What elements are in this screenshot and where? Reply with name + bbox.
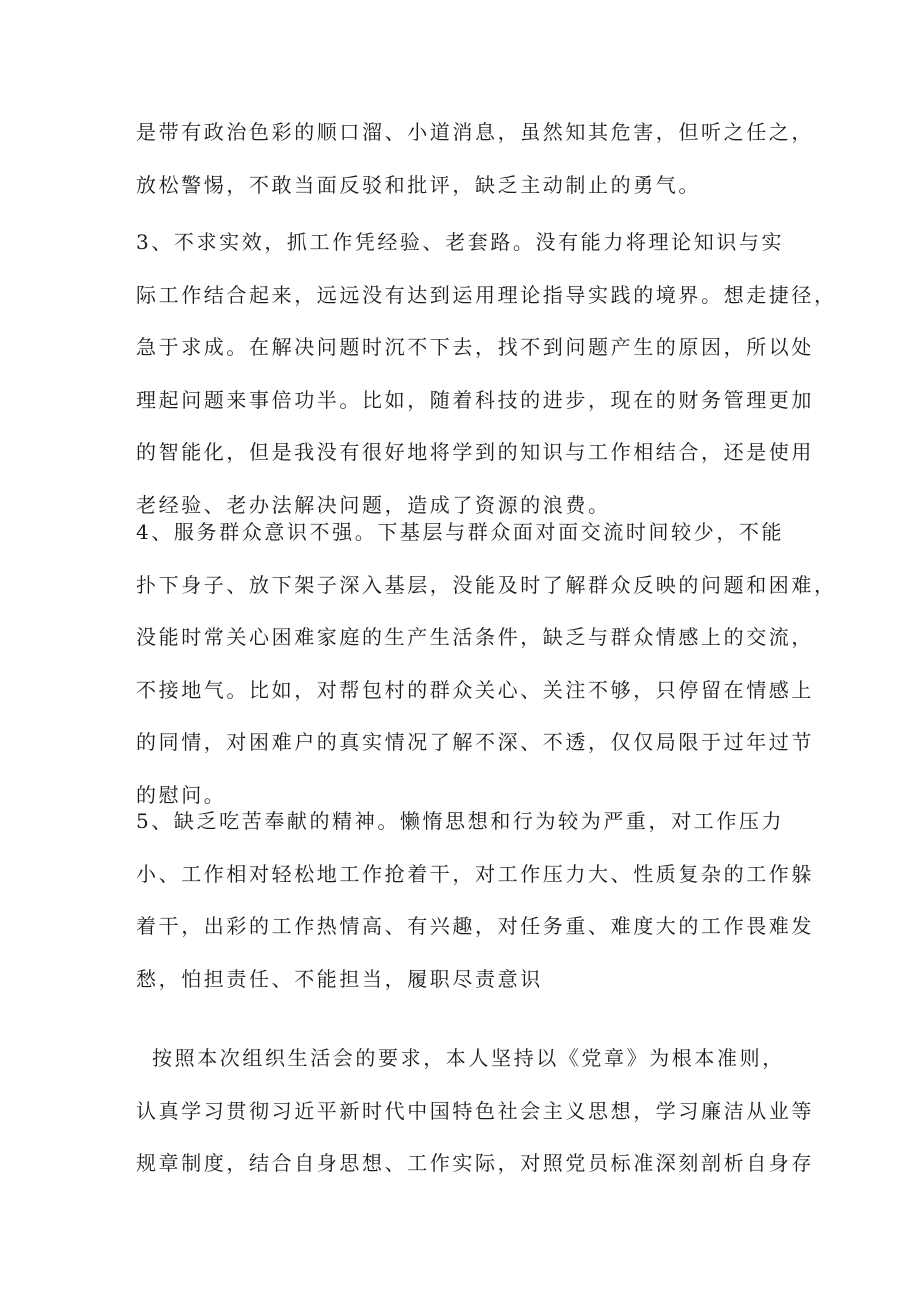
text-line: 是带有政治色彩的顺口溜、小道消息，虽然知其危害，但听之任之，	[136, 120, 814, 144]
text-line: 规章制度，结合自身思想、工作实际，对照党员标准深刻剖析自身存	[136, 1151, 814, 1176]
text-line: 扑下身子、放下架子深入基层，没能及时了解群众反映的问题和困难，	[136, 572, 837, 597]
text-line: 按照本次组织生活会的要求，本人坚持以《党章》为根本准则，	[152, 1046, 785, 1070]
paragraph-item-4	[136, 506, 837, 822]
paragraph-item-3	[136, 216, 837, 532]
text-line: 放松警惕，不敢当面反驳和批评，缺乏主动制止的勇气。	[136, 172, 701, 197]
text-line: 理起问题来事倍功半。比如，随着科技的进步，现在的财务管理更加	[136, 387, 814, 412]
text-line: 际工作结合起来，远远没有达到运用理论指导实践的境界。想走捷径，	[136, 282, 837, 307]
text-line: 老经验、老办法解决问题，造成了资源的浪费。	[136, 492, 611, 517]
text-line: 的慰问。	[136, 782, 227, 807]
text-line: 急于求成。在解决问题时沉不下去，找不到问题产生的原因，所以处	[136, 335, 814, 360]
text-line: 没能时常关心困难家庭的生产生活条件，缺乏与群众情感上的交流，	[136, 625, 814, 650]
paragraph-item-5	[136, 795, 814, 1005]
text-line: 着干，出彩的工作热情高、有兴趣，对任务重、难度大的工作畏难发	[136, 914, 814, 939]
paragraph-continuation	[136, 106, 814, 211]
text-line: 5、缺乏吃苦奉献的精神。懒惰思想和行为较为严重，对工作压力	[136, 809, 785, 833]
text-line: 3、不求实效，抓工作凭经验、老套路。没有能力将理论知识与实	[136, 230, 785, 254]
text-line: 认真学习贯彻习近平新时代中国特色社会主义思想，学习廉洁从业等	[136, 1098, 814, 1123]
text-line: 的同情，对困难户的真实情况了解不深、不透，仅仅局限于过年过节	[136, 730, 814, 755]
text-line: 愁，怕担责任、不能担当，履职尽责意识	[136, 966, 543, 991]
text-line: 4、服务群众意识不强。下基层与群众面对面交流时间较少，不能	[136, 520, 785, 544]
paragraph-summary	[136, 1032, 814, 1190]
text-line: 小、工作相对轻松地工作抢着干，对工作压力大、性质复杂的工作躲	[136, 861, 814, 886]
text-line: 不接地气。比如，对帮包村的群众关心、关注不够，只停留在情感上	[136, 677, 814, 702]
text-line: 的智能化，但是我没有很好地将学到的知识与工作相结合，还是使用	[136, 440, 814, 465]
